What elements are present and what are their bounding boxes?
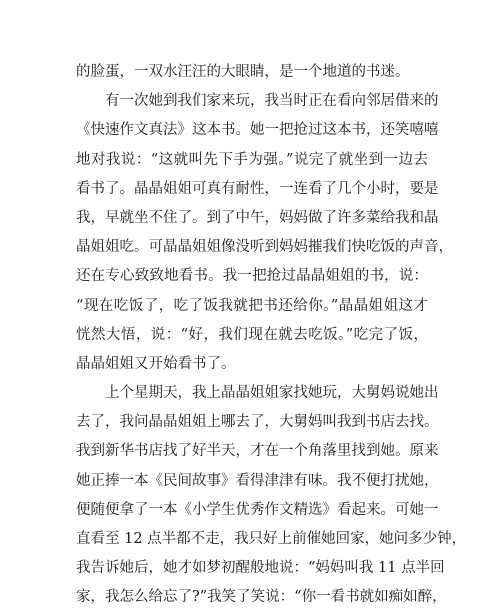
text-line: 我，早就坐不住了。到了中午，妈妈做了许多菜给我和晶 [76,209,439,226]
text-line: 地对我说：“这就叫先下手为强。”说完了就坐到一边去 [76,151,428,168]
text-line: 的脸蛋，一双水汪汪的大眼睛，是一个地道的书迷。 [76,64,410,80]
text-line: 上个星期天，我上晶晶姐姐家找她玩，大舅妈说她出 [105,385,439,402]
text-line: 恍然大悟，说：“好，我们现在就去吃饭。”吃完了饭， [76,326,428,343]
text-line: “现在吃饭了，吃了饭我就把书还给你。”晶晶姐姐这才 [76,297,428,314]
text-line: 便随便拿了一本《小学生优秀作文精选》看起来。可她一 [76,501,439,518]
text-line: 《快速作文真法》这本书。她一把抢过这本书，还笑嘻嘻 [76,122,439,139]
text-line: 去了，我问晶晶姐姐上哪去了，大舅妈叫我到书店去找。 [76,414,439,431]
text-line: 家，我怎么给忘了?”我笑了笑说：“你一看书就如痴如醉， [76,589,447,606]
text-line: 晶姐姐吃。可晶晶姐姐像没听到妈妈摧我们快吃饭的声音， [76,239,453,256]
text-line: 还在专心致致地看书。我一把抢过晶晶姐姐的书，说： [76,268,428,285]
text-line: 直看至 12 点半都不走，我只好上前催她回家，她问多少钟， [76,531,467,547]
text-line: 晶晶姐姐又开始看书了。 [76,355,236,372]
text-line: 她正捧一本《民间故事》看得津津有味。我不便打扰她， [76,472,439,489]
text-line: 我告诉她后，她才如梦初醒般地说：“妈妈叫我 11 点半回 [76,560,445,577]
text-line: 有一次她到我们家来玩，我当时正在看向邻居借来的 [105,93,439,110]
text-line: 看书了。晶晶姐姐可真有耐性，一连看了几个小时，要是 [76,180,439,197]
body-text [76,58,467,613]
text-line: 我到新华书店找了好半天，才在一个角落里找到她。原来 [76,443,439,460]
